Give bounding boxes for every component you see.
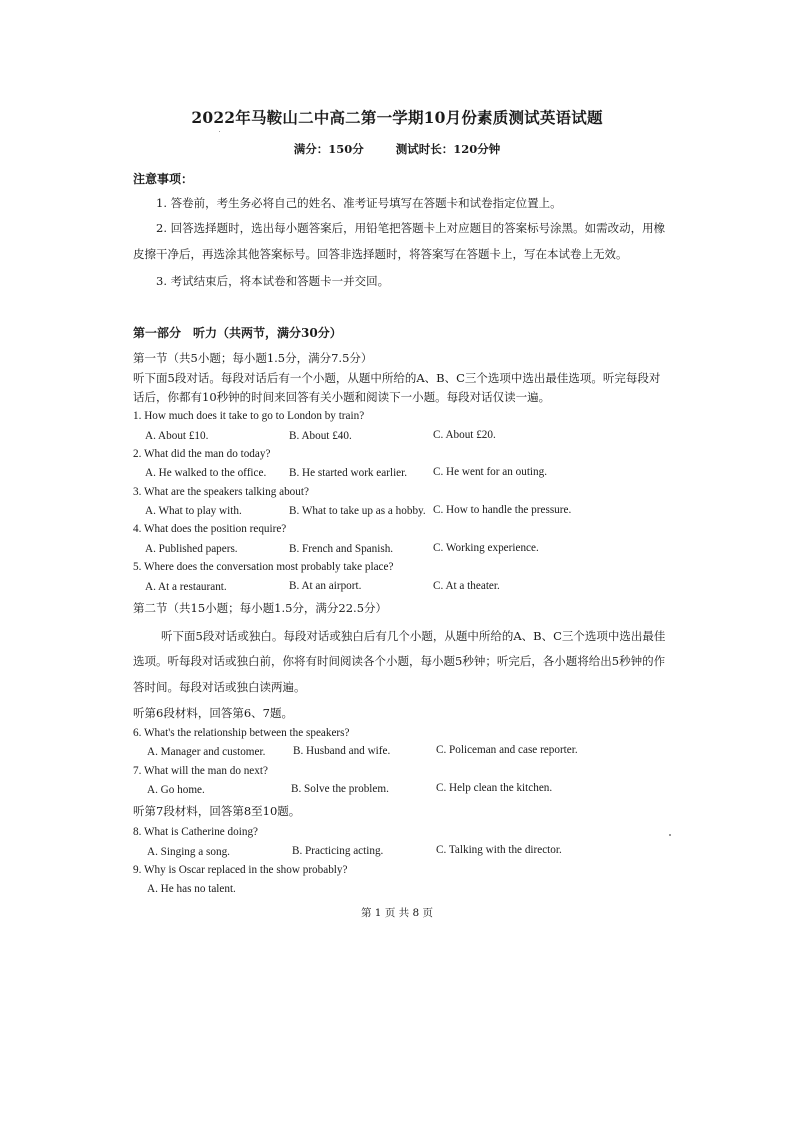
option-c: C. At a theater. [433, 580, 500, 592]
option-a: A. He has no talent. [147, 883, 236, 895]
option-c: C. Policeman and case reporter. [436, 744, 578, 756]
option-c: C. He went for an outing. [433, 466, 548, 478]
option-a: A. Singing a song. [147, 846, 230, 858]
question-stem: 7. What will the man do next? [133, 765, 268, 777]
section2-instructions-cont: 选项。听每段对话或独白前，你将有时间阅读各个小题，每小题5秒钟；听完后，各小题将给出5秒钟的作 [133, 654, 666, 668]
option-b: B. What to take up as a hobby. [289, 505, 426, 517]
section2-instructions-end: 答时间。每段对话或独白读两遍。 [133, 680, 306, 694]
exam-title: 2022年马鞍山二中高二第一学期10月份素质测试英语试题 [191, 108, 603, 127]
option-b: B. Husband and wife. [293, 745, 391, 757]
option-c: C. Working experience. [433, 542, 539, 554]
option-b: B. He started work earlier. [289, 467, 408, 479]
scan-speck [219, 131, 220, 132]
question-stem: 6. What's the relationship between the speakers? [133, 727, 350, 739]
full-score: 满分：150分 [293, 142, 364, 156]
notice-item-2-cont: 皮擦干净后，再选涂其他答案标号。回答非选择题时，将答案写在答题卡上，写在本试卷上无效。 [133, 247, 628, 261]
section2-instructions: 听下面5段对话或独白。每段对话或独白后有几个小题，从题中所给的A、B、C三个选项中选出最佳 [161, 629, 666, 643]
option-a: A. He walked to the office. [145, 467, 267, 479]
option-b: B. Solve the problem. [291, 783, 389, 795]
question-stem: 5. Where does the conversation most probably take place? [133, 561, 394, 573]
question-stem: 9. Why is Oscar replaced in the show probably? [133, 864, 348, 876]
material-7-note: 听第7段材料，回答第8至10题。 [133, 804, 301, 818]
notice-item-2: 2. 回答选择题时，选出每小题答案后，用铅笔把答题卡上对应题目的答案标号涂黑。如需改动，用橡 [156, 221, 666, 235]
part1-heading: 第一部分 听力（共两节，满分30分） [133, 326, 342, 340]
option-c: C. How to handle the pressure. [433, 504, 572, 516]
section1-instructions: 听下面5段对话。每段对话后有一个小题，从题中所给的A、B、C三个选项中选出最佳选项。听完每段对 [133, 371, 661, 385]
section2-heading: 第二节（共15小题；每小题1.5分，满分22.5分） [133, 601, 388, 615]
option-a: A. About £10. [145, 430, 209, 442]
option-a: A. What to play with. [145, 505, 242, 517]
question-stem: 3. What are the speakers talking about? [133, 486, 309, 498]
page-number: 第 1 页 共 8 页 [360, 907, 434, 919]
option-a: A. Published papers. [145, 543, 238, 555]
option-a: A. Go home. [147, 784, 205, 796]
notice-item-1: 1. 答卷前，考生务必将自己的姓名、准考证号填写在答题卡和试卷指定位置上。 [156, 196, 562, 210]
option-a: A. At a restaurant. [145, 581, 227, 593]
section1-heading: 第一节（共5小题；每小题1.5分，满分7.5分） [133, 351, 373, 365]
notice-item-3: 3. 考试结束后，将本试卷和答题卡一并交回。 [156, 274, 390, 288]
question-stem: 1. How much does it take to go to London by train? [133, 410, 365, 422]
question-stem: 8. What is Catherine doing? [133, 826, 259, 838]
question-stem: 2. What did the man do today? [133, 448, 271, 460]
scan-speck [669, 834, 671, 836]
test-duration: 测试时长：120分钟 [395, 142, 501, 156]
option-c: C. Talking with the director. [436, 844, 562, 856]
option-b: B. Practicing acting. [292, 845, 384, 857]
notice-heading: 注意事项： [133, 172, 194, 186]
option-b: B. At an airport. [289, 580, 362, 592]
material-6-note: 听第6段材料，回答第6、7题。 [133, 706, 293, 720]
exam-subtitle [0, 141, 794, 157]
section1-instructions-cont: 话后，你都有10秒钟的时间来回答有关小题和阅读下一小题。每段对话仅读一遍。 [133, 390, 551, 404]
option-a: A. Manager and customer. [147, 746, 266, 758]
option-c: C. About £20. [433, 429, 496, 441]
option-b: B. About £40. [289, 430, 352, 442]
option-b: B. French and Spanish. [289, 543, 394, 555]
question-stem: 4. What does the position require? [133, 523, 287, 535]
option-c: C. Help clean the kitchen. [436, 782, 553, 794]
